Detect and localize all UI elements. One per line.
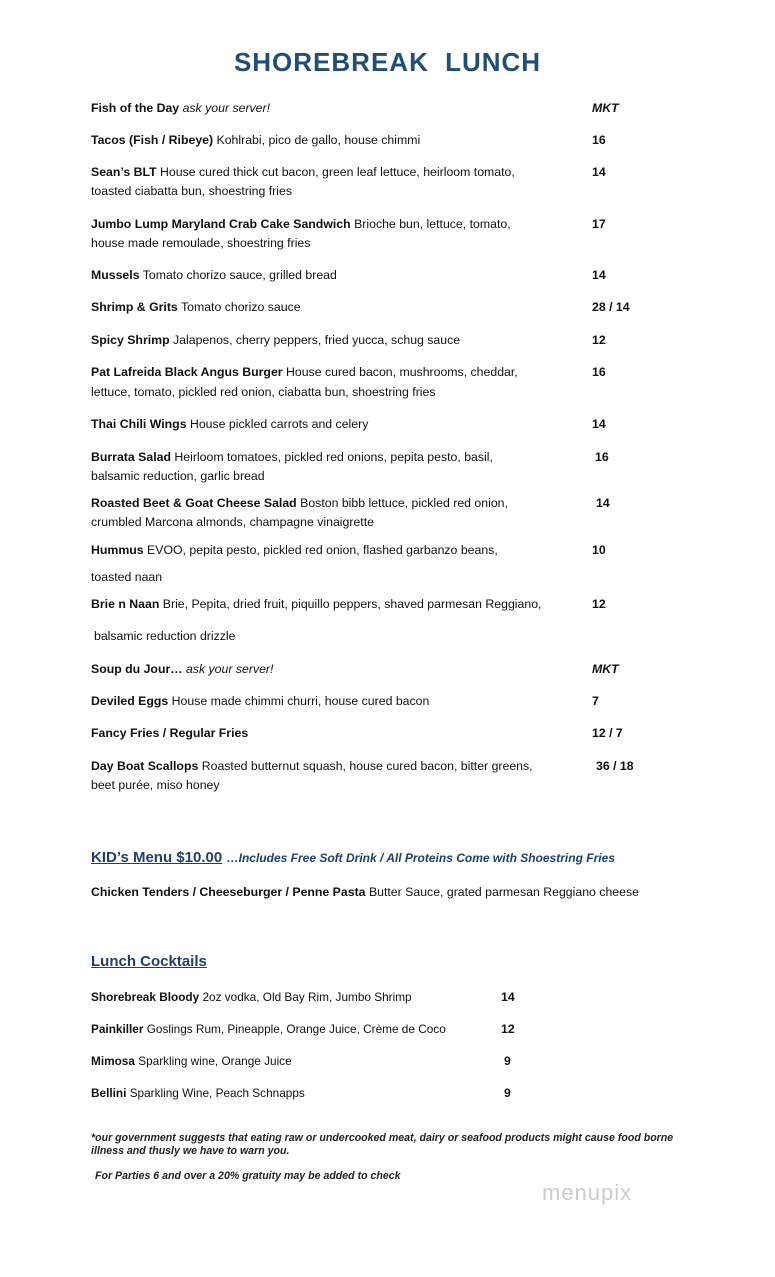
item-price: 36 / 18 (596, 759, 634, 773)
cocktail-item (91, 989, 412, 1005)
item-description: Boston bibb lettuce, pickled red onion, (300, 496, 508, 510)
cocktail-description: 2oz vodka, Old Bay Rim, Jumbo Shrimp (202, 990, 412, 1004)
item-description-line2: toasted ciabatta bun, shoestring fries (91, 184, 292, 198)
cocktail-name: Bellini (91, 1086, 127, 1100)
cocktail-item (91, 1021, 446, 1037)
kids-menu-note: …Includes Free Soft Drink / All Proteins Come with Shoestring Fries (226, 851, 615, 865)
item-name: Tacos (Fish / Ribeye) (91, 133, 214, 147)
cocktail-item (91, 1085, 305, 1101)
menu-item (91, 416, 368, 432)
item-name: Thai Chili Wings (91, 417, 187, 431)
cocktail-name: Mimosa (91, 1054, 135, 1068)
item-description: ask your server! (185, 662, 274, 676)
cocktail-description: Sparkling wine, Orange Juice (138, 1054, 292, 1068)
item-description: Tomato chorizo sauce (180, 300, 301, 314)
item-description: Brie, Pepita, dried fruit, piquillo peppers, shaved parmesan Reggiano, (162, 597, 542, 611)
item-name: Fish of the Day (91, 101, 180, 115)
item-description: EVOO, pepita pesto, pickled red onion, flashed garbanzo beans, (147, 543, 498, 557)
cocktail-price: 12 (501, 1022, 515, 1036)
menu-item (91, 100, 270, 116)
kids-menu-heading: KID’s Menu $10.00 (91, 849, 223, 866)
item-name: Burrata Salad (91, 450, 171, 464)
item-price: 14 (592, 165, 606, 179)
item-name: Mussels (91, 268, 140, 282)
item-price: MKT (592, 662, 619, 676)
item-description-line2: toasted naan (91, 570, 163, 584)
menu-item (91, 132, 420, 148)
item-description: ask your server! (182, 101, 271, 115)
item-description-line2: beet purée, miso honey (91, 778, 220, 792)
menu-item (91, 542, 498, 558)
item-description: House made chimmi churri, house cured bacon (171, 694, 430, 708)
kids-items-desc: Butter Sauce, grated parmesan Reggiano cheese (368, 885, 639, 899)
item-name: Pat Lafreida Black Angus Burger (91, 365, 283, 379)
item-price: 14 (592, 417, 606, 431)
item-price: 28 / 14 (592, 300, 630, 314)
item-description-line2: balsamic reduction, garlic bread (91, 469, 265, 483)
kids-menu-items (91, 884, 639, 900)
gratuity-note: For Parties 6 and over a 20% gratuity may be added to check (95, 1170, 401, 1182)
health-footnote: *our government suggests that eating raw or undercooked meat, dairy or seafood products might cause food borne illness and thusly we have to warn you. (91, 1132, 674, 1157)
cocktail-description: Sparkling Wine, Peach Schnapps (129, 1086, 305, 1100)
item-description: House cured bacon, mushrooms, cheddar, (285, 365, 518, 379)
menu-item (91, 758, 533, 774)
item-name: Soup du Jour… (91, 662, 183, 676)
menu-item (91, 693, 429, 709)
item-name: Deviled Eggs (91, 694, 169, 708)
kids-menu-header (91, 849, 615, 867)
item-name: Sean’s BLT (91, 165, 157, 179)
cocktail-name: Shorebreak Bloody (91, 990, 200, 1004)
item-name: Roasted Beet & Goat Cheese Salad (91, 496, 297, 510)
item-price: 16 (592, 365, 606, 379)
item-description-line2: balsamic reduction drizzle (94, 629, 236, 643)
cocktails-heading: Lunch Cocktails (91, 953, 207, 970)
item-price: 16 (595, 450, 609, 464)
cocktail-name: Painkiller (91, 1022, 144, 1036)
cocktail-description: Goslings Rum, Pineapple, Orange Juice, Crème de Coco (146, 1022, 446, 1036)
kids-items-names: Chicken Tenders / Cheeseburger / Penne Pasta (91, 885, 366, 899)
cocktail-price: 9 (504, 1054, 511, 1068)
item-price: 14 (592, 268, 606, 282)
cocktail-price: 14 (501, 990, 515, 1004)
item-description-line2: crumbled Marcona almonds, champagne vinaigrette (91, 515, 374, 529)
item-description: House cured thick cut bacon, green leaf lettuce, heirloom tomato, (160, 165, 515, 179)
item-description: Tomato chorizo sauce, grilled bread (142, 268, 337, 282)
item-price: 12 (592, 333, 606, 347)
item-name: Spicy Shrimp (91, 333, 170, 347)
menu-item (91, 164, 515, 180)
menu-item (91, 725, 248, 741)
item-name: Day Boat Scallops (91, 759, 199, 773)
menu-item (91, 449, 493, 465)
menu-item (91, 364, 518, 380)
menu-item (91, 216, 511, 232)
watermark-logo: menupix (542, 1180, 633, 1205)
item-price: 14 (596, 496, 610, 510)
page-title: SHOREBREAK LUNCH (233, 47, 542, 77)
cocktail-item (91, 1053, 292, 1069)
item-description: House pickled carrots and celery (189, 417, 369, 431)
item-name: Hummus (91, 543, 144, 557)
item-name: Brie n Naan (91, 597, 160, 611)
menu-item (91, 299, 301, 315)
menu-item (91, 661, 273, 677)
item-price: 17 (592, 217, 606, 231)
menu-item (91, 596, 541, 612)
item-price: 10 (592, 543, 606, 557)
menu-item (91, 332, 460, 348)
item-price: 7 (592, 694, 599, 708)
menu-item (91, 267, 337, 283)
item-description: Heirloom tomatoes, pickled red onions, pepita pesto, basil, (174, 450, 493, 464)
item-description: Jalapenos, cherry peppers, fried yucca, schug sauce (173, 333, 461, 347)
item-price: 12 / 7 (592, 726, 623, 740)
item-description: Roasted butternut squash, house cured bacon, bitter greens, (201, 759, 533, 773)
item-description-line2: house made remoulade, shoestring fries (91, 236, 311, 250)
item-price: 12 (592, 597, 606, 611)
menu-item (91, 495, 508, 511)
cocktail-price: 9 (504, 1086, 511, 1100)
item-price: MKT (592, 101, 619, 115)
item-description-line2: lettuce, tomato, pickled red onion, ciabatta bun, shoestring fries (91, 385, 436, 399)
item-description: Kohlrabi, pico de gallo, house chimmi (216, 133, 421, 147)
item-price: 16 (592, 133, 606, 147)
item-name: Jumbo Lump Maryland Crab Cake Sandwich (91, 217, 351, 231)
item-description: Brioche bun, lettuce, tomato, (354, 217, 511, 231)
item-name: Fancy Fries / Regular Fries (91, 726, 249, 740)
item-name: Shrimp & Grits (91, 300, 178, 314)
